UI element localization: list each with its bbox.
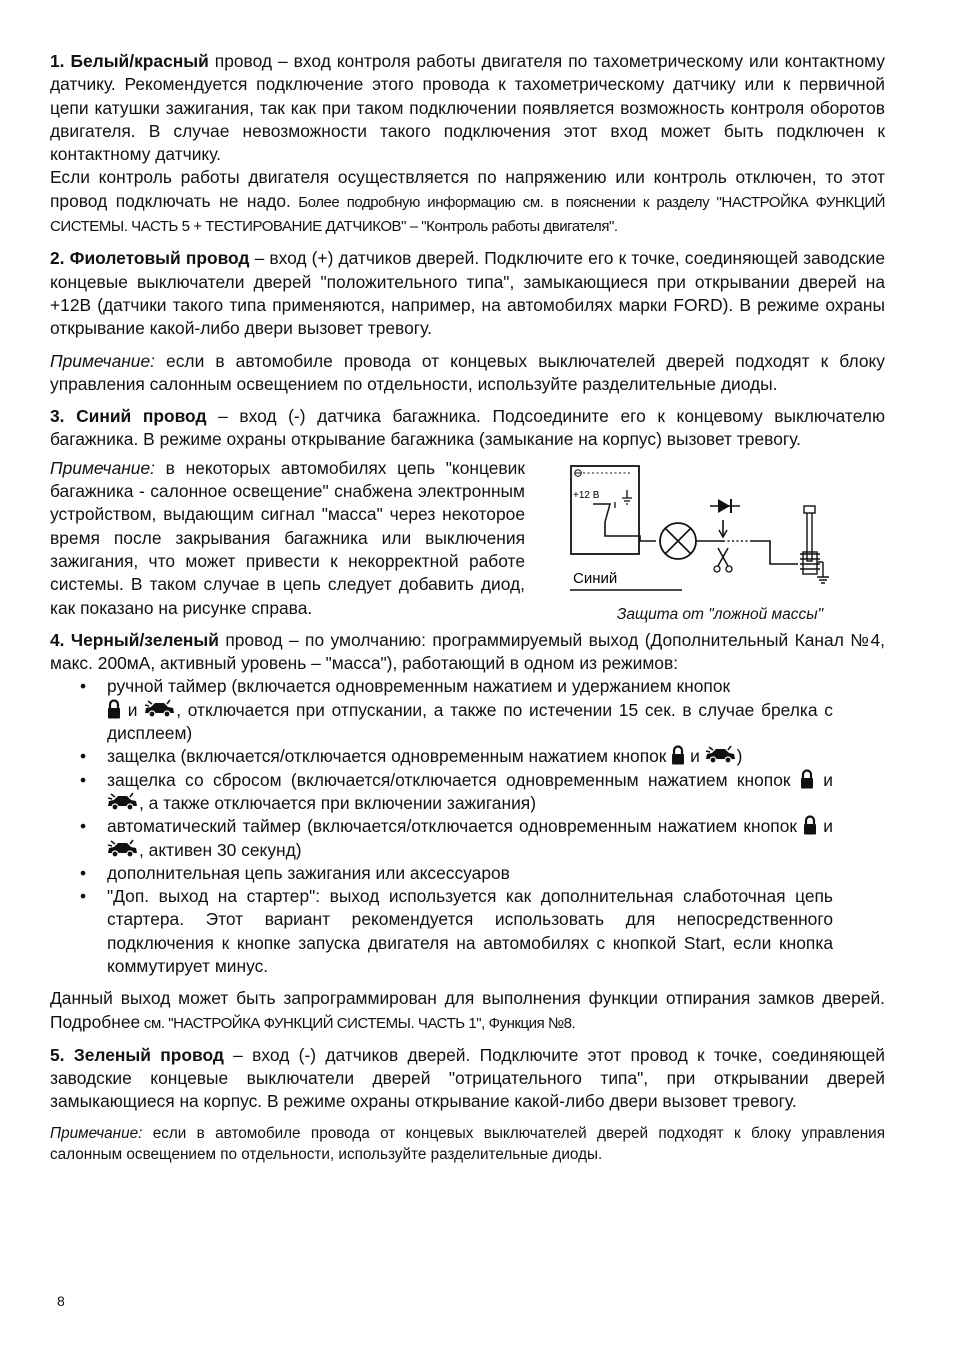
item-text: , активен 30 секунд) xyxy=(139,839,302,860)
label-blue-wire: Синий xyxy=(573,569,618,587)
circuit-diagram xyxy=(570,464,860,599)
relay-contact xyxy=(593,504,610,522)
section-2-title: 2. Фиолетовый провод xyxy=(50,248,250,269)
section-3-note xyxy=(50,457,525,620)
section-2-paragraph xyxy=(50,247,885,340)
item-text: защелка со сбросом (включается/отключается одновременным нажатием кнопок xyxy=(107,769,800,790)
item-text: ) xyxy=(736,746,743,767)
document-page xyxy=(50,50,885,1165)
wire-blue xyxy=(605,522,656,541)
item-text: , а также отключается при включении зажигания) xyxy=(139,792,536,813)
section-4-paragraph xyxy=(50,629,885,676)
relay-box xyxy=(571,466,639,554)
section-1-text-2: Если контроль работы двигателя осуществляется по напряжению или контроль отключен, то этот провод подключать не надо. xyxy=(50,167,885,211)
item-text: и xyxy=(685,746,705,767)
trunk-switch-icon xyxy=(800,506,829,583)
car-flash-icon xyxy=(705,745,737,765)
figure-caption: Защита от "ложной массы" xyxy=(616,605,824,623)
item-text: ручной таймер (включается одновременным нажатием и удержанием кнопок xyxy=(107,676,731,697)
lock-icon xyxy=(671,745,685,765)
section-1-text: провод – вход контроля работы двигателя по тахометрическому или контактному датчику. Рекомендуется подключение этого провода к тахометрическому датчику или к первичной цепи катушки зажигания, так как при таком подключении появляется возможность контроля оборотов двигателя. В случае невозможности такого подключения этот вход может быть подключен к контактному датчику. xyxy=(50,51,886,165)
list-item xyxy=(107,769,833,816)
note-label: Примечание: xyxy=(50,350,155,371)
section-4-after-text: Данный выход может быть запрограммирован для выполнения функции отпирания замков дверей. Подробнее xyxy=(50,988,885,1032)
item-text: защелка (включается/отключается одновременным нажатием кнопок xyxy=(107,746,672,767)
section-5-note xyxy=(50,1123,885,1165)
section-5-note-text: если в автомобиле провода от концевых выключателей дверей подходят к блоку управления салонным освещением по отдельности, используйте разделительные диоды. xyxy=(50,1124,885,1163)
list-item: • дополнительная цепь зажигания или аксессуаров xyxy=(107,862,833,885)
mode-list xyxy=(50,675,833,978)
item-text: автоматический таймер (включается/отключается одновременным нажатием кнопок xyxy=(107,816,804,837)
scissors-icon xyxy=(714,548,732,572)
list-item: • "Доп. выход на стартер": выход используется как дополнительная слаботочная цепь стартера. Этот вариант рекомендуется использовать для непосредственного подключения к кнопке запуска двигателя на автомобилях с кнопкой Start, если кнопка коммутирует минус. xyxy=(107,885,833,978)
note-label: Примечание: xyxy=(50,1124,143,1142)
lock-icon xyxy=(803,815,817,835)
section-1-reference: Более подробную информацию см. в пояснении к разделу "НАСТРОЙКА ФУНКЦИЙ СИСТЕМЫ. ЧАСТЬ 5 + ТЕСТИРОВАНИЕ ДАТЧИКОВ" – "Контроль работы двигателя". xyxy=(50,193,886,236)
section-4-reference: см. "НАСТРОЙКА ФУНКЦИЙ СИСТЕМЫ. ЧАСТЬ 1", Функция №8. xyxy=(140,1014,576,1032)
section-3-paragraph xyxy=(50,405,885,452)
list-item xyxy=(107,815,833,862)
false-ground-diagram xyxy=(570,464,870,626)
section-3-text: – вход (-) датчика багажника. Подсоедините его к концевому выключателю багажника. В режиме охраны открывание багажника (замыкание на корпус) вызовет тревогу. xyxy=(50,406,885,450)
section-4-title: 4. Черный/зеленый xyxy=(50,629,219,650)
lock-icon xyxy=(107,699,121,719)
list-item xyxy=(107,675,833,745)
list-item xyxy=(107,745,833,768)
car-flash-icon xyxy=(107,792,139,812)
section-5-text: – вход (-) датчиков дверей. Подключите этот провод к точке, соединяющей заводские концевые выключатели дверей "отрицательного типа", при открывании дверей замыкающиеся на корпус. В режиме охраны открывание какой-либо двери вызовет тревогу. xyxy=(50,1044,885,1112)
item-text: и xyxy=(121,699,145,720)
section-1-paragraph-2 xyxy=(50,166,885,238)
section-2-text: – вход (+) датчиков дверей. Подключите его к точке, соединяющей заводские концевые выключатели дверей "положительного типа", замыкающиеся при открывании дверей на +12В (датчики такого типа применяются, например, на автомобилях марки FORD). В режиме охраны открывание какой-либо двери вызовет тревогу. xyxy=(50,248,885,339)
item-text: и xyxy=(813,769,834,790)
lock-icon xyxy=(800,769,814,789)
section-2-note-text: если в автомобиле провода от концевых выключателей дверей подходят к блоку управления салонным освещением по отдельности, используйте разделительные диоды. xyxy=(50,350,885,394)
section-1-paragraph xyxy=(50,50,885,166)
page-number: 8 xyxy=(57,1293,65,1309)
section-2-note xyxy=(50,350,885,397)
section-3-title: 3. Синий провод xyxy=(50,406,207,427)
item-text: , отключается при отпускании, а также по истечении 15 сек. в случае брелка с дисплеем) xyxy=(107,699,833,744)
label-12v: +12 В xyxy=(573,489,600,501)
note-label: Примечание: xyxy=(50,457,155,478)
section-5-paragraph xyxy=(50,1044,885,1114)
item-text: и xyxy=(817,816,833,837)
section-5-title: 5. Зеленый провод xyxy=(50,1044,224,1065)
diode-icon xyxy=(718,499,730,513)
section-4-text: провод – по умолчанию: программируемый выход (Дополнительный Канал №4, макс. 200мА, активный уровень – "масса"), работающий в одном из режимов: xyxy=(50,629,885,674)
ground-symbol xyxy=(615,490,632,508)
car-flash-icon xyxy=(144,699,176,719)
section-4-after xyxy=(50,987,885,1035)
section-3-note-block xyxy=(50,457,885,623)
section-1-title: 1. Белый/красный xyxy=(50,51,209,71)
car-flash-icon xyxy=(107,839,139,859)
section-3-note-text: в некоторых автомобилях цепь "концевик багажника - салонное освещение" снабжена электронным устройством, выдающим сигнал "масса" через некоторое время после закрывания багажника или выключения зажигания, что может привести к некорректной работе системы. В таком случае в цепь следует добавить диод, как показано на рисунке справа. xyxy=(50,457,525,618)
